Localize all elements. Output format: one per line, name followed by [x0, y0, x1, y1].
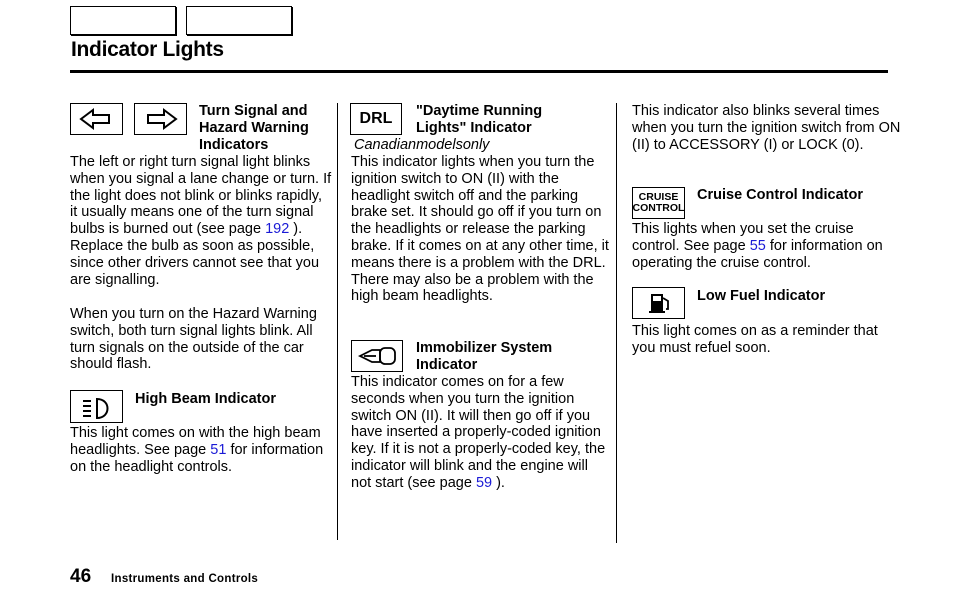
fuel-pump-icon: [632, 287, 685, 319]
turn-signal-heading: Turn Signal and Hazard Warning Indicators: [199, 103, 309, 153]
page-link-55[interactable]: 55: [749, 237, 766, 254]
high-beam-paragraph: This light comes on with the high beam headlights. See page 51 for information on the headlight controls.: [70, 425, 324, 475]
drl-icon-label: DRL: [359, 110, 393, 127]
hazard-paragraph: When you turn on the Hazard Warning switch, both turn signal lights blink. All turn signals on the outside of the car should flash.: [70, 306, 317, 373]
nav-box-right[interactable]: [186, 6, 292, 35]
title-rule: [70, 70, 888, 73]
drl-paragraph: This indicator lights when you turn the ignition switch to ON (II) with the headlight switch off and the parking brake set. It should go off if you turn on the headlights or release the parking brake. If it comes on at any other time, it means there is a problem with the DRL. There may also be a problem with the high beam headlights.: [351, 154, 609, 305]
section-name: Instruments and Controls: [111, 573, 259, 585]
high-beam-heading: High Beam Indicator: [135, 391, 276, 407]
cruise-control-icon: [632, 187, 685, 219]
page-link-192[interactable]: 192: [265, 221, 290, 238]
page-number: 46: [70, 566, 92, 587]
low-fuel-paragraph: This light comes on as a reminder that you must refuel soon.: [632, 323, 878, 356]
page-link-51[interactable]: 51: [210, 441, 227, 458]
drl-heading: "Daytime Running Lights" Indicator: [416, 103, 543, 136]
turn-signal-paragraph: The left or right turn signal light blinks when you signal a lane change or turn. If the light does not blink or blinks rapidly, it usually means one of the turn signal bulbs is burned out (see page 192 ). Replace the bulb as soon as possible, since other drivers cannot see that you are signalling.: [70, 154, 332, 288]
cruise-heading: Cruise Control Indicator: [697, 187, 863, 203]
column-divider-2: [616, 103, 617, 543]
cruise-icon-line1: CRUISE: [638, 191, 679, 203]
immobilizer-heading: Immobilizer System Indicator: [416, 340, 553, 373]
column-divider-1: [337, 103, 338, 540]
left-arrow-icon: [70, 103, 123, 135]
page-link-59[interactable]: 59: [475, 474, 493, 491]
nav-box-left[interactable]: [70, 6, 176, 35]
immobilizer-paragraph: This indicator comes on for a few seconds when you turn the ignition switch ON (II). It will then go off if you have inserted a properly-coded ignition key. If it is not a properly-coded key, the indicator will blink and the engine will not start (see page 59 ).: [351, 374, 606, 491]
drl-icon: [350, 103, 402, 135]
drl-note: Canadianmodelsonly: [354, 137, 490, 153]
high-beam-icon: [70, 390, 123, 423]
key-icon: [351, 340, 403, 372]
page-title: Indicator Lights: [71, 38, 224, 61]
ignition-blink-paragraph: This indicator also blinks several times when you turn the ignition switch from ON (II) to ACCESSORY (I) or LOCK (0).: [632, 103, 901, 153]
low-fuel-heading: Low Fuel Indicator: [697, 288, 826, 304]
cruise-paragraph: This lights when you set the cruise control. See page 55 for information on operating the cruise control.: [632, 221, 883, 271]
cruise-icon-line2: CONTROL: [632, 202, 685, 214]
right-arrow-icon: [134, 103, 187, 135]
